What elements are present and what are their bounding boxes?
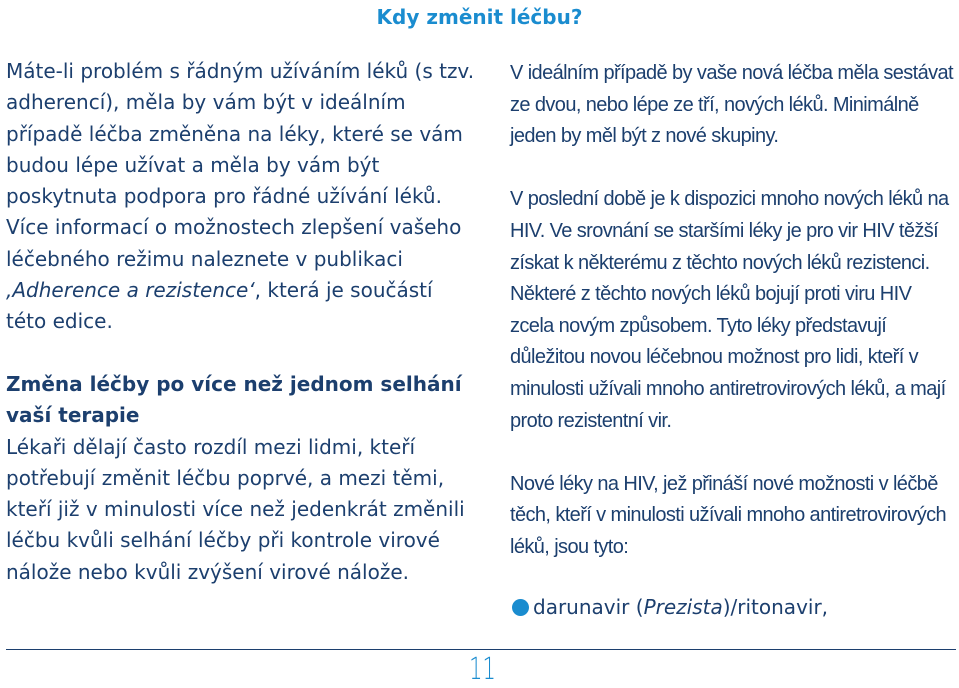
- publication-title: ‚Adherence a rezistence‘: [6, 278, 255, 303]
- drug-brand: Prezista: [643, 595, 723, 619]
- page-title: Kdy změnit léčbu?: [376, 5, 583, 29]
- intro-text: Máte-li problém s řádným užíváním léků (s tzv. adherencí), měla by vám být v ideálním případě léčba změněna na léky, které se vám budou lépe užívat a měla by vám být poskytnuta podpora pro řádné užívání léků. Více informací o možnostech zlepšení vašeho léčebného režimu naleznete v publikaci: [6, 59, 475, 271]
- ideal-treatment-paragraph: V ideálním případě by vaše nová léčba měla sestávat ze dvou, nebo lépe ze tří, nových léků. Minimálně jeden by měl být z nové skupiny.: [510, 62, 954, 148]
- intro-text-end: , která je součástí této edice.: [6, 278, 433, 334]
- new-drugs-paragraph: V poslední době je k dispozici mnoho nových léků na HIV. Ve srovnání se staršími léky je pro vir HIV těžší získat k některému z těchto nových léků rezistenci. Některé z těchto nových léků bojují proti viru HIV zcela novým způsobem. Tyto léky představují důležitou novou léčebnou možnost pro lidi, kteří v minulosti užívali mnoho antiretrovirových léků, a mají proto rezistentní vir.: [510, 188, 949, 432]
- list-item-text: [533, 592, 828, 623]
- drug-name: darunavir (: [533, 595, 644, 619]
- bullet-dot-icon: [512, 599, 529, 616]
- paragraph-spacer: [510, 437, 956, 469]
- page-number: 11: [469, 652, 496, 687]
- list-intro-paragraph: Nové léky na HIV, jež přináší nové možnosti v léčbě těch, kteří v minulosti užívali mnoho antiretrovirových léků, jsou tyto:: [510, 472, 947, 558]
- switch-paragraph: Lékaři dělají často rozdíl mezi lidmi, kteří potřebují změnit léčbu poprvé, a mezi těmi, kteří již v minulosti více než jedenkrát změnili léčbu kvůli selhání léčby při kontrole virové nálože nebo kvůli zvýšení virové nálože.: [6, 434, 465, 584]
- list-item: [512, 592, 828, 623]
- drug-suffix: )/ritonavir,: [722, 595, 829, 619]
- paragraph-spacer: [6, 338, 476, 369]
- footer-divider: [6, 649, 956, 650]
- paragraph-spacer: [510, 153, 956, 185]
- section-subheading: Změna léčby po více než jednom selhání vaší terapie: [6, 371, 462, 428]
- left-column: [6, 56, 476, 588]
- intro-paragraph: [6, 56, 476, 338]
- right-column: [510, 58, 956, 564]
